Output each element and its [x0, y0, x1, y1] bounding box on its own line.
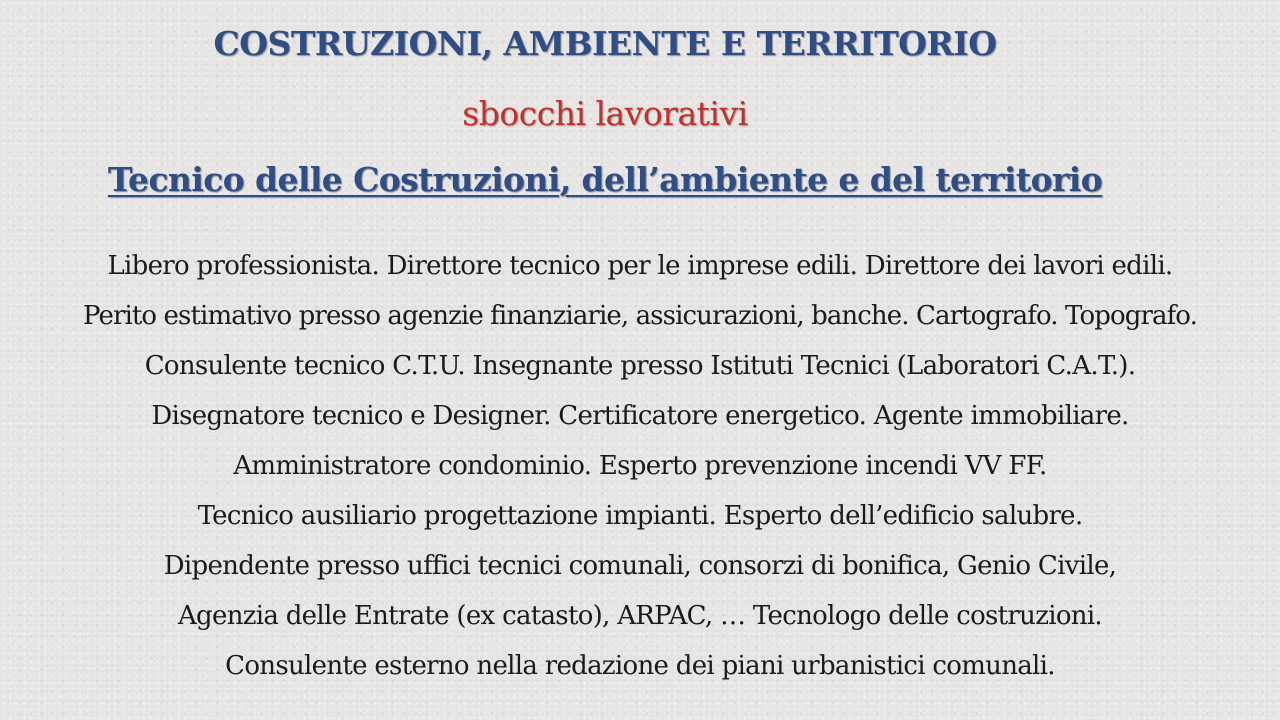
slide-subtitle: sbocchi lavorativi — [462, 94, 748, 133]
career-line: Tecnico ausiliario progettazione impianti. Esperto dell’edificio salubre. — [197, 501, 1083, 531]
career-line: Perito estimativo presso agenzie finanziarie, assicurazioni, banche. Cartografo. Topografo. — [83, 301, 1197, 331]
career-line: Consulente esterno nella redazione dei piani urbanistici comunali. — [225, 651, 1055, 681]
career-line: Consulente tecnico C.T.U. Insegnante presso Istituti Tecnici (Laboratori C.A.T.). — [144, 351, 1136, 381]
career-line: Agenzia delle Entrate (ex catasto), ARPAC, … Tecnologo delle costruzioni. — [177, 601, 1102, 631]
career-list — [0, 246, 1280, 696]
career-line: Amministratore condominio. Esperto prevenzione incendi VV FF. — [233, 451, 1047, 481]
career-line: Libero professionista. Direttore tecnico per le imprese edili. Direttore dei lavori edili. — [107, 251, 1173, 281]
section-heading: Tecnico delle Costruzioni, dell’ambiente e del territorio — [107, 160, 1103, 199]
slide-title: COSTRUZIONI, AMBIENTE E TERRITORIO — [213, 24, 997, 63]
career-line: Disegnatore tecnico e Designer. Certificatore energetico. Agente immobiliare. — [151, 401, 1129, 431]
career-line: Dipendente presso uffici tecnici comunali, consorzi di bonifica, Genio Civile, — [163, 551, 1117, 581]
